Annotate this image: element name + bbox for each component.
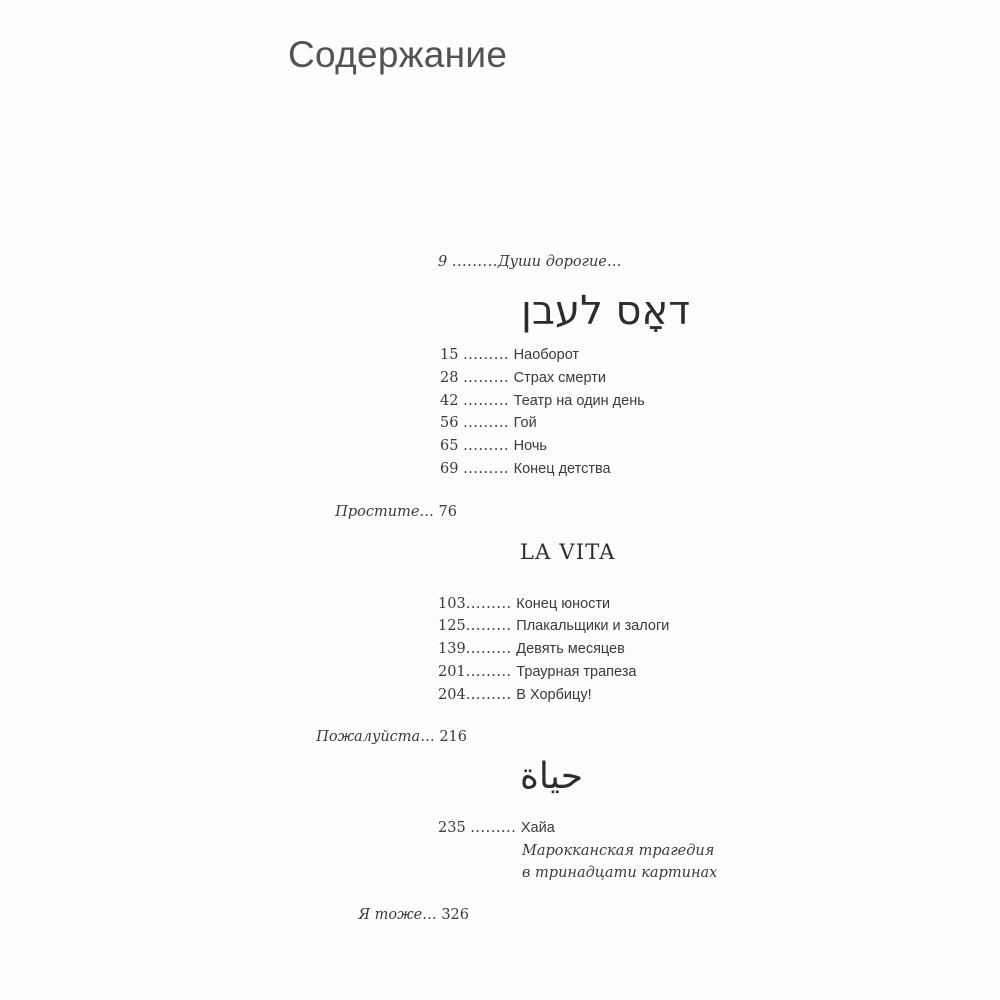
page-number: 235 [438,820,466,836]
leader-dots: ......... [463,415,510,431]
toc-entry[interactable] [438,663,636,681]
page-number: 139 [438,641,466,657]
entry-title: Театр на один день [513,393,645,409]
entry-title: Плакальщики и залоги [516,618,670,634]
page-number: 9 [438,254,448,270]
leader-dots: ......... [463,393,510,409]
toc-entry[interactable] [438,640,625,658]
entry-title: Конец детства [513,461,611,477]
page-number: 42 [440,393,459,409]
page-number: 65 [440,438,459,454]
page-number: 125 [438,618,466,634]
toc-entry[interactable] [438,686,592,704]
leader-dots: ......... [465,596,512,612]
leader-dots: ......... [463,461,510,477]
page-title: Содержание [288,34,508,75]
entry-title: Траурная трапеза [516,664,637,680]
page-number: 15 [440,347,459,363]
page-number: 69 [440,461,459,477]
toc-interlude[interactable] [358,906,469,924]
toc-entry[interactable] [438,617,669,635]
page-number: 216 [439,729,467,745]
leader-dots: ......... [470,820,517,836]
toc-entry[interactable] [440,346,579,364]
toc-interlude[interactable] [316,728,467,746]
page-number: 76 [438,504,457,520]
entry-title: Хайа [520,820,555,836]
leader-dots: ......... [463,438,510,454]
interlude-title: Пожалуйста… [316,729,435,745]
toc-entry-prelude[interactable] [438,253,621,271]
page-number: 28 [440,370,459,386]
toc-entry[interactable] [440,369,606,387]
leader-dots: ......... [451,254,498,270]
toc-entry[interactable] [440,437,547,455]
toc-entry[interactable] [438,595,610,613]
leader-dots: ......... [465,641,512,657]
toc-entry[interactable] [438,819,555,837]
leader-dots: ......... [463,370,510,386]
section-heading-yiddish: דאָס לעבן [521,288,691,334]
entry-title: Души дорогие… [497,254,622,270]
page-number: 201 [438,664,466,680]
toc-entry[interactable] [440,460,611,478]
page-number: 204 [438,687,466,703]
leader-dots: ......... [465,664,512,680]
toc-entry[interactable] [440,392,645,410]
page-number: 103 [438,596,466,612]
section-heading-la-vita: LA VITA [520,540,616,564]
page-number: 326 [441,907,469,923]
interlude-title: Простите… [335,504,434,520]
toc-entry[interactable] [440,414,537,432]
entry-title: Наоборот [513,347,580,363]
entry-title: Девять месяцев [516,641,625,657]
leader-dots: ......... [463,347,510,363]
section-heading-arabic: حياة [520,756,583,797]
entry-title: Гой [513,415,537,431]
entry-title: Ночь [513,438,547,454]
leader-dots: ......... [465,618,512,634]
entry-title: Страх смерти [513,370,606,386]
toc-interlude[interactable] [335,503,457,521]
entry-title: В Хорбицу! [516,687,592,703]
entry-subtitle-line-2: в тринадцати картинах [522,865,718,881]
page-number: 56 [440,415,459,431]
interlude-title: Я тоже… [358,907,437,923]
entry-title: Конец юности [516,596,611,612]
leader-dots: ......... [465,687,512,703]
entry-subtitle-line-1: Марокканская трагедия [522,843,715,859]
